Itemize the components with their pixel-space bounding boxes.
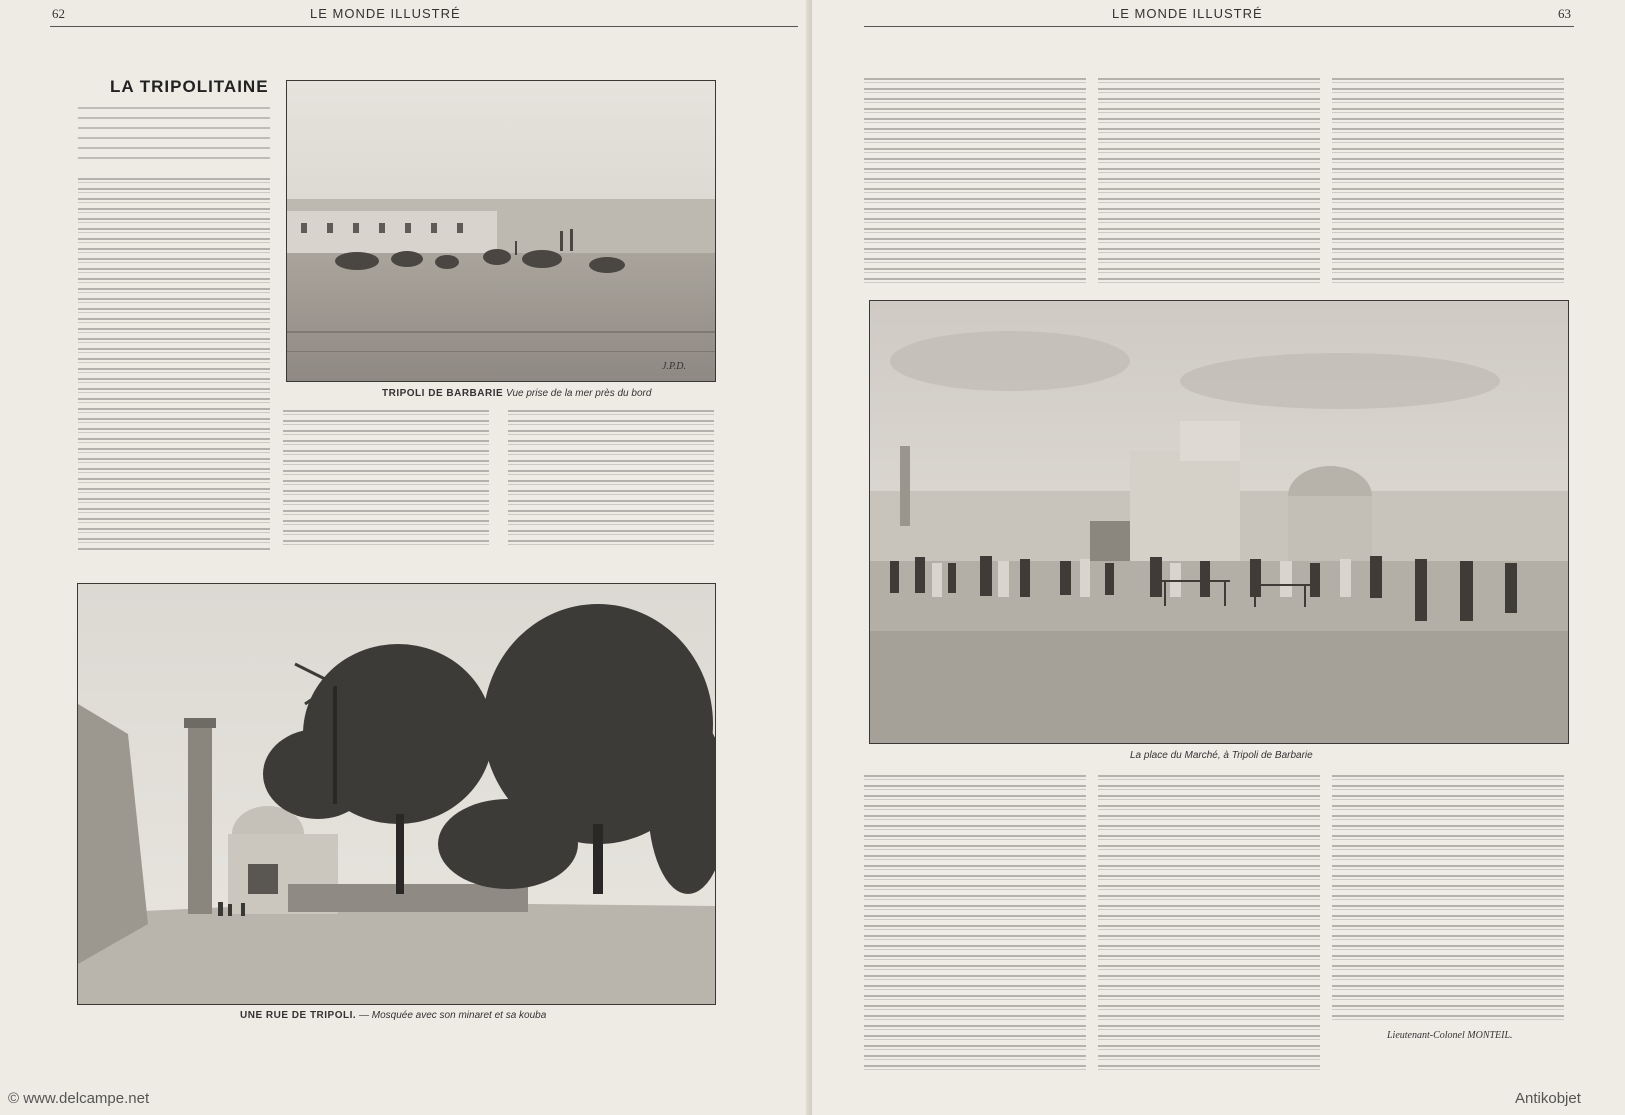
caption-harbour-title: TRIPOLI DE BARBARIE (382, 388, 504, 399)
text-column-4 (864, 78, 1086, 286)
header-rule-left (50, 26, 798, 27)
article-signature: Lieutenant-Colonel MONTEIL. (1387, 1030, 1513, 1041)
article-intro (78, 107, 270, 167)
text-column-2 (283, 410, 489, 550)
watermark-antikobjet: Antikobjet (1515, 1090, 1581, 1107)
watermark-delcampe: © www.delcampe.net (8, 1090, 150, 1107)
street-image (78, 584, 715, 1004)
header-rule-right (864, 26, 1574, 27)
caption-market-text: La place du Marché, à Tripoli de Barbarie (1130, 750, 1313, 761)
text-column-8 (1098, 775, 1320, 1070)
photo-tripoli-street (77, 583, 716, 1005)
text-column-6 (1332, 78, 1564, 286)
page-number-left: 62 (52, 6, 65, 21)
article-title: LA TRIPOLITAINE (110, 77, 269, 96)
text-column-7 (864, 775, 1086, 1070)
right-page (812, 0, 1625, 1115)
text-column-1 (78, 178, 270, 550)
text-column-5 (1098, 78, 1320, 286)
caption-harbour-text: Vue prise de la mer près du bord (503, 388, 652, 399)
harbour-image (287, 81, 715, 381)
page-number-right: 63 (1558, 6, 1571, 21)
photo-signature: J.P.D. (662, 361, 686, 372)
running-header-right: LE MONDE ILLUSTRÉ (1112, 6, 1263, 21)
photo-tripoli-harbour (286, 80, 716, 382)
photo-market-square (869, 300, 1569, 744)
text-column-9 (1332, 775, 1564, 1025)
market-image (870, 301, 1568, 743)
left-page (0, 0, 812, 1115)
running-header-left: LE MONDE ILLUSTRÉ (310, 6, 461, 21)
caption-street-text: — Mosquée avec son minaret et sa kouba (356, 1010, 547, 1021)
caption-market (1130, 750, 1313, 761)
caption-harbour (382, 388, 651, 399)
text-column-3 (508, 410, 714, 550)
caption-street-title: UNE RUE DE TRIPOLI. (240, 1010, 357, 1021)
caption-street (240, 1010, 546, 1021)
